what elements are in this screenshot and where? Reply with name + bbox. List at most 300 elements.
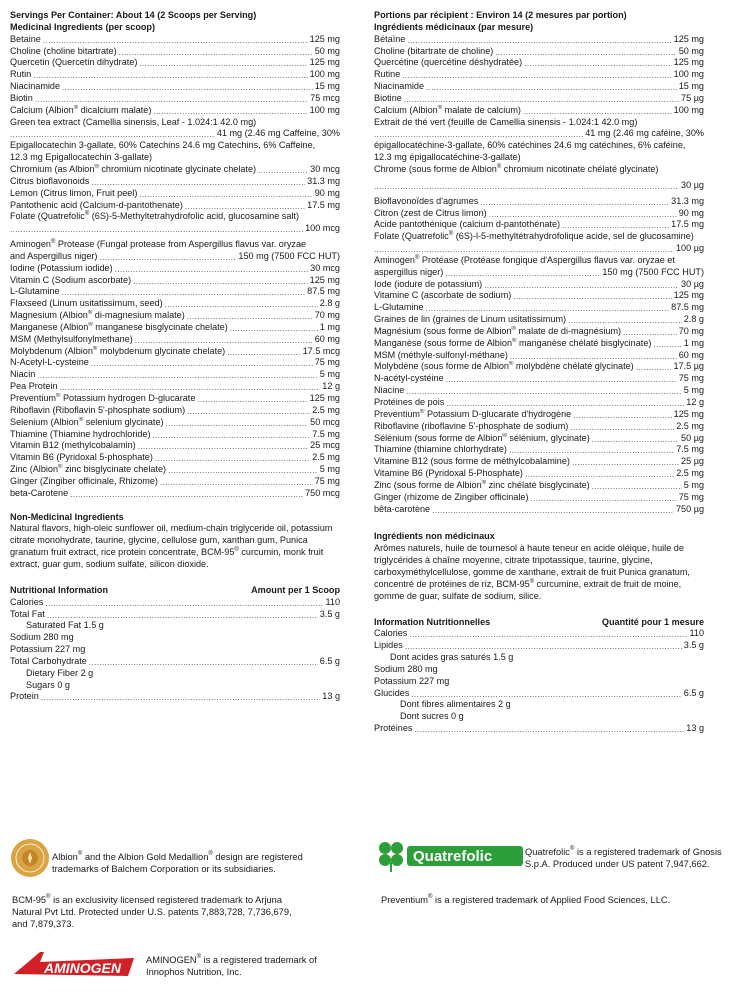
ingredient-value: 150 mg (7500 FCC HUT): [602, 266, 704, 277]
ingredient-row: [374, 361, 704, 373]
folate-line: Folate (Quatrefolic® (6S)-l-5-methyltétrahydrofolique acide, sel de glucosamine): [374, 231, 694, 242]
ingredient-value: 125 mg: [309, 393, 340, 403]
dot-leader: [258, 165, 308, 174]
ingredient-name: Vitamin C (Sodium ascorbate): [10, 274, 132, 285]
ingredient-name: N-Acetyl-L-cysteine: [10, 357, 89, 368]
ingredient-value: 50 µg: [681, 432, 704, 443]
aminogen-trademark-note: AMINOGEN® is a registered trademark of Innophos Nutrition, Inc.: [146, 954, 317, 977]
nutrient-name: Dietary Fiber 2 g: [26, 667, 94, 678]
ingredient-row: [10, 263, 340, 275]
ingredient-row: [10, 188, 340, 200]
nonmedicinal-title: Ingrédients non médicinaux: [374, 531, 495, 542]
ingredient-row: [374, 180, 704, 192]
nutrition-list: [374, 628, 704, 735]
ingredient-value: 7.5 mg: [676, 444, 704, 455]
dot-leader: [133, 275, 308, 284]
ingredient-value: 125 mg: [309, 57, 340, 68]
ingredient-row: [374, 373, 704, 385]
ingredient-value: 5 mg: [319, 464, 340, 475]
ingredient-value: 15 mg: [678, 81, 704, 92]
ingredient-name: Graines de lin (graines de Linum usitatissimum): [374, 314, 567, 325]
ingredient-row: [10, 452, 340, 464]
dot-leader: [153, 429, 311, 438]
ingredient-name: Niacin: [10, 369, 36, 380]
nutrition-list: [10, 597, 340, 704]
ingredient-value: 50 mcg: [310, 416, 340, 427]
french-panel: [374, 10, 704, 735]
ingredient-row: [374, 468, 704, 480]
nutrition-row: [10, 609, 340, 621]
ingredient-row: [10, 334, 340, 346]
ingredient-value: 90 mg: [314, 187, 340, 198]
dot-leader: [187, 406, 310, 415]
ingredient-value: 125 mg: [673, 33, 704, 44]
ingredient-value: 150 mg (7500 FCC HUT): [238, 250, 340, 261]
ingredient-value: 75 mcg: [310, 92, 340, 103]
ingredient-row: [10, 251, 340, 263]
nutrient-name: Dont sucres 0 g: [400, 711, 464, 722]
nutrition-row: [10, 680, 340, 692]
ingredient-name: Acide pantothénique (calcium d-pantothénate): [374, 219, 561, 230]
dot-leader: [37, 370, 318, 379]
ingredient-name: Zinc (sous forme de Albion® zinc chélaté bisglycinate): [374, 479, 590, 490]
nutrient-value: 6.5 g: [319, 655, 340, 666]
ingredient-value: 2.8 g: [683, 314, 704, 325]
dot-leader: [197, 394, 307, 403]
ingredient-row: [10, 488, 340, 500]
ingredient-value: 75 mg: [678, 373, 704, 384]
dot-leader: [592, 481, 682, 490]
ingredient-name: Thiamine (Thiamine hydrochloride): [10, 428, 151, 439]
quatrefolic-logo-text: Quatrefolic: [413, 848, 493, 865]
green-tea-detail: Epigallocatechin 3-gallate, 60% Catechins 24.6 mg Catechins, 6% Caffeine,: [10, 140, 316, 151]
ingredient-row: [374, 81, 704, 93]
ingredient-name: Ginger (rhizome de Zingiber officinale): [374, 491, 529, 502]
ingredient-row: [374, 243, 704, 255]
dot-leader: [135, 335, 313, 344]
nutrition-row: [374, 711, 704, 723]
nutrition-title: Nutritional Information: [10, 584, 109, 595]
dot-leader: [185, 200, 305, 209]
ingredient-name: Quercétine (quercétine déshydratée): [374, 57, 523, 68]
ingredient-name: Betaine: [10, 33, 41, 44]
ingredient-row: [374, 69, 704, 81]
aminogen-logo: [10, 946, 138, 980]
ingredient-value: 30 mcg: [310, 163, 340, 174]
ingredient-name: Magnesium (Albion® di-magnesium malate): [10, 310, 185, 321]
ingredient-row: [374, 290, 704, 302]
ingredient-name: Calcium (Albion® malate de calcium): [374, 104, 521, 115]
ingredient-name: Choline (bitartrate de choline): [374, 45, 494, 56]
ingredient-name: Thiamine (thiamine chlorhydrate): [374, 444, 507, 455]
nutrient-value: 3.5 g: [683, 640, 704, 651]
dot-leader: [432, 504, 674, 513]
nutrition-row: [374, 699, 704, 711]
nutrient-value: 13 g: [322, 691, 340, 702]
ingredient-name: L-Glutamine: [374, 302, 424, 313]
green-tea-detail: 12.3 mg Epigallocatechin 3-gallate): [10, 152, 153, 163]
dot-leader: [165, 299, 318, 308]
nutrition-row: [374, 628, 704, 640]
ingredient-row: [10, 176, 340, 188]
ingredient-row: [374, 480, 704, 492]
dot-leader: [47, 609, 318, 618]
ingredient-value: 2.5 mg: [312, 452, 340, 463]
ingredient-name: and Aspergillus niger): [10, 250, 98, 261]
green-tea-line: Green tea extract (Camellia sinensis, Leaf - 1.024:1 42.0 mg): [10, 116, 257, 127]
dot-leader: [139, 189, 312, 198]
ingredient-name: Vitamine B12 (sous forme de méthylcobalamine): [374, 456, 570, 467]
nutrient-name: Sugars 0 g: [26, 679, 70, 690]
ingredient-row: [10, 381, 340, 393]
ingredient-value: 30 mcg: [310, 262, 340, 273]
dot-leader: [155, 453, 310, 462]
nutrient-name: Calories: [10, 596, 44, 607]
dot-leader: [405, 641, 682, 650]
ingredient-name: Bétaïne: [374, 33, 406, 44]
ingredient-value: 5 mg: [319, 369, 340, 380]
dot-leader: [562, 220, 669, 229]
dot-leader: [230, 323, 318, 332]
ingredient-value: 41 mg (2.46 mg Caffeine, 30%: [216, 128, 340, 139]
dot-leader: [573, 410, 671, 419]
ingredient-name: Rutine: [374, 69, 401, 80]
servings-per-container: Portions par récipient : Environ 14 (2 mesures par portion): [374, 10, 627, 20]
english-panel: [10, 10, 340, 703]
dot-leader: [653, 339, 681, 348]
ingredient-value: 2.5 mg: [676, 420, 704, 431]
ingredient-row: [10, 476, 340, 488]
ingredient-row: [10, 69, 340, 81]
ingredient-value: 5 mg: [683, 479, 704, 490]
nutrient-value: 6.5 g: [683, 687, 704, 698]
ingredient-row: [374, 302, 704, 314]
ingredient-value: 41 mg (2.46 mg caféine, 30%: [585, 128, 704, 139]
ingredient-value: 1 mg: [683, 337, 704, 348]
ingredient-value: 17.5 mg: [307, 199, 340, 210]
ingredient-value: 30 µg: [681, 179, 704, 190]
nutrition-row: [374, 688, 704, 700]
medicinal-list: [374, 34, 704, 117]
ingredient-row: [374, 409, 704, 421]
dot-leader: [426, 82, 677, 91]
nutrition-title: Information Nutritionnelles: [374, 616, 491, 627]
ingredient-value: 75 mg: [314, 357, 340, 368]
dot-leader: [62, 82, 313, 91]
ingredient-name: Biotine: [374, 92, 402, 103]
ingredient-value: 5 mg: [683, 385, 704, 396]
ingredient-value: 2.5 mg: [312, 404, 340, 415]
ingredient-value: 70 mg: [678, 325, 704, 336]
nonmedicinal-text: Arômes naturels, huile de tournesol à haute teneur en acide oléique, huile de triglycérides à chaîne moyenne, citrate tripotassique, taurine, glycine, carboxyméthylcellulose, gomme de xanthane, extrait de fruit Punica granatum, concentré de protéines de riz, BCM-95® curcumine, extrait de fruit de moine, gomme de guar, sulfate de sodium, silice.: [374, 543, 690, 601]
ingredient-value: 17.5 mcg: [302, 345, 340, 356]
ingredient-name: Pea Protein: [10, 381, 58, 392]
dot-leader: [572, 457, 679, 466]
ingredient-name: Citrus bioflavonoids: [10, 175, 90, 186]
ingredient-value: 1 mg: [319, 321, 340, 332]
nutrient-name: Dont acides gras saturés 1.5 g: [390, 652, 514, 663]
ingredient-name: Iodine (Potassium iodide): [10, 262, 113, 273]
nutrition-row: [374, 676, 704, 688]
ingredient-value: 75 µg: [681, 92, 704, 103]
nutrition-row: [10, 668, 340, 680]
ingredient-row: [374, 326, 704, 338]
ingredient-row: [10, 81, 340, 93]
ingredient-value: 75 mg: [314, 475, 340, 486]
medicinal-list: [10, 164, 340, 211]
quatrefolic-logo: [375, 838, 525, 879]
ingredient-name: beta-Carotene: [10, 487, 69, 498]
ingredient-value: 90 mg: [678, 207, 704, 218]
ingredient-name: Choline (choline bitartrate): [10, 45, 117, 56]
ingredient-row: [374, 279, 704, 291]
dot-leader: [568, 315, 682, 324]
ingredient-value: 750 µg: [676, 503, 704, 514]
nutrient-name: Protein: [10, 691, 39, 702]
nutrition-header: [374, 617, 704, 629]
ingredient-name: Sélénium (sous forme de Albion® sélénium, glycinate): [374, 432, 590, 443]
dot-leader: [138, 441, 308, 450]
dot-leader: [168, 465, 318, 474]
green-tea-detail: 12.3 mg épigallocatéchine-3-gallate): [374, 152, 521, 163]
ingredient-row: [374, 397, 704, 409]
dot-leader: [409, 629, 687, 638]
ingredient-name: MSM (méthyle-sulfonyl-méthane): [374, 349, 508, 360]
nutrient-value: 110: [325, 596, 340, 607]
dot-leader: [407, 35, 671, 44]
ingredient-row: [374, 128, 704, 140]
ingredient-value: 50 mg: [678, 45, 704, 56]
ingredient-name: Niacinamide: [10, 81, 61, 92]
ingredient-name: Rutin: [10, 69, 32, 80]
nutrition-row: [10, 691, 340, 703]
ingredient-row: [374, 208, 704, 220]
ingredient-name: Preventium® Potassium hydrogen D-glucarate: [10, 393, 196, 403]
ingredient-value: 75 mg: [678, 491, 704, 502]
ingredient-name: aspergillus niger): [374, 266, 444, 277]
ingredient-row: [374, 57, 704, 69]
ingredient-value: 87.5 mg: [671, 302, 704, 313]
green-tea-detail: épigallocatéchine-3-gallate, 60% catéchines 24.6 mg catéchines, 6% caféine,: [374, 140, 686, 151]
nutrient-name: Sodium 280 mg: [374, 663, 438, 674]
dot-leader: [187, 311, 313, 320]
ingredient-value: 25 mcg: [310, 440, 340, 451]
dot-leader: [91, 358, 313, 367]
dot-leader: [45, 598, 323, 607]
dot-leader: [495, 46, 676, 55]
nonmedicinal-text: Natural flavors, high-oleic sunflower oil, medium-chain triglyceride oil, potassium citrate monohydrate, taurine, glycine, cellulose gum, xanthan gum, Punica granatum fruit extract, rice protein concentrate, BCM-95® curcumin, monk fruit extract, guar gum, sodium sulfate, silicon dioxide.: [10, 523, 333, 569]
ingredient-row: [374, 267, 704, 279]
aminogen-logo-text: AMINOGEN: [44, 960, 121, 976]
ingredient-name: Ginger (Zingiber officinale, Rhizome): [10, 475, 158, 486]
ingredient-row: [10, 34, 340, 46]
ingredient-value: 30 µg: [681, 278, 704, 289]
ingredient-value: 7.5 mg: [312, 428, 340, 439]
ingredient-row: [10, 346, 340, 358]
ingredient-value: 87.5 mg: [307, 286, 340, 297]
green-tea-line: Extrait de thé vert (feuille de Camellia sinensis - 1.024:1 42.0 mg): [374, 116, 638, 127]
ingredient-name: Vitamine C (ascorbate de sodium): [374, 290, 512, 301]
ingredient-row: [10, 429, 340, 441]
dot-leader: [139, 58, 307, 67]
ingredient-row: [10, 46, 340, 58]
ingredient-row: [10, 417, 340, 429]
nutrition-row: [374, 652, 704, 664]
dot-leader: [406, 386, 681, 395]
medicinal-list: [374, 196, 704, 232]
ingredient-row: [10, 464, 340, 476]
ingredient-value: 15 mg: [314, 81, 340, 92]
dot-leader: [41, 692, 320, 701]
dot-leader: [426, 303, 670, 312]
ingredient-row: [374, 46, 704, 58]
nutrition-row: [10, 656, 340, 668]
ingredient-value: 12 g: [322, 381, 340, 392]
dot-leader: [160, 477, 313, 486]
ingredient-row: [10, 369, 340, 381]
dot-leader: [510, 350, 677, 359]
dot-leader: [623, 327, 677, 336]
dot-leader: [489, 208, 677, 217]
ingredient-name: Vitamin B6 (Pyridoxal 5-phosphate): [10, 452, 153, 463]
ingredient-row: [10, 105, 340, 117]
dot-leader: [166, 418, 309, 427]
ingredient-row: [10, 298, 340, 310]
ingredient-row: [374, 93, 704, 105]
dot-leader: [509, 445, 674, 454]
quatrefolic-trademark-note: Quatrefolic® is a registered trademark of Gnosis S.p.A. Produced under US patent 7,947,662.: [525, 846, 722, 869]
dot-leader: [33, 70, 307, 79]
ingredient-name: Bioflavonoïdes d'agrumes: [374, 195, 479, 206]
ingredient-row: [10, 200, 340, 212]
ingredient-value: 70 mg: [314, 310, 340, 321]
ingredient-row: [10, 322, 340, 334]
ingredient-value: 50 mg: [314, 45, 340, 56]
ingredient-value: 100 mg: [673, 104, 704, 115]
ingredient-row: [10, 93, 340, 105]
ingredient-value: 100 mg: [673, 69, 704, 80]
ingredient-value: 60 mg: [678, 349, 704, 360]
ingredient-row: [10, 357, 340, 369]
dot-leader: [153, 106, 307, 115]
bcm-trademark-note: BCM-95® is an exclusivity licensed registered trademark to Arjuna Natural Pvt Ltd. Protected under U.S. patents 7,883,728, 7,736,679, and 7,879,373.: [12, 894, 292, 929]
ingredient-row: [374, 219, 704, 231]
folate-line: Folate (Quatrefolic® (6S)-5-Methyltetrahydrofolic acid, glucosamine salt): [10, 211, 299, 222]
ingredient-value: 750 mcg: [305, 487, 340, 498]
ingredient-row: [374, 504, 704, 516]
dot-leader: [119, 46, 313, 55]
ingredient-name: bêta-carotène: [374, 503, 431, 514]
medicinal-list: [10, 34, 340, 117]
ingredient-name: Citron (zest de Citrus limon): [374, 207, 487, 218]
ingredient-value: 100 µg: [676, 243, 704, 254]
preventium-trademark-note: Preventium® is a registered trademark of Applied Food Sciences, LLC.: [381, 894, 671, 905]
nutrient-name: Total Fat: [10, 608, 45, 619]
ingredient-value: 25 µg: [681, 456, 704, 467]
dot-leader: [446, 374, 677, 383]
nutrition-amount-label: Quantité pour 1 mesure: [601, 616, 704, 627]
nutrient-name: Saturated Fat 1.5 g: [26, 620, 104, 631]
ingredient-value: 2.5 mg: [676, 468, 704, 479]
ingredient-name: Vitamin B12 (methylcobalamin): [10, 440, 136, 451]
clover-icon: [379, 842, 403, 872]
ingredient-value: 17.5 µg: [673, 361, 704, 372]
aminogen-line: Aminogen® Protease (Fungal protease from Aspergillus flavus var. oryzae: [10, 239, 307, 250]
ingredient-name: Niacinamide: [374, 81, 425, 92]
ingredient-value: 17.5 mg: [671, 219, 704, 230]
ingredient-name: Lemon (Citrus limon, Fruit peel): [10, 187, 138, 198]
ingredient-row: [374, 421, 704, 433]
ingredient-row: [374, 196, 704, 208]
dot-leader: [43, 35, 308, 44]
dot-leader: [524, 58, 672, 67]
ingredient-name: Iode (iodure de potassium): [374, 278, 483, 289]
medicinal-title: Ingrédients médicinaux (par mesure): [374, 21, 534, 32]
ingredient-name: Selenium (Albion® selenium glycinate): [10, 416, 164, 427]
nutrient-name: Protéines: [374, 723, 413, 734]
dot-leader: [484, 279, 679, 288]
albion-trademark-note: Albion® and the Albion Gold Medallion® design are registered trademarks of Balchem Corporation or its subsidiaries.: [52, 851, 303, 874]
ingredient-name: MSM (Methylsulfonylmethane): [10, 333, 133, 344]
ingredient-name: Quercetin (Quercetin dihydrate): [10, 57, 138, 68]
dot-leader: [446, 398, 684, 407]
ingredient-name: Magnésium (sous forme de Albion® malate de di-magnésium): [374, 325, 622, 336]
ingredient-value: 125 mg: [309, 33, 340, 44]
ingredient-value: 125 mg: [673, 57, 704, 68]
ingredient-row: [10, 286, 340, 298]
ingredient-row: [374, 456, 704, 468]
ingredient-name: Molybdène (sous forme de Albion® molybdène chélaté glycinate): [374, 361, 634, 372]
ingredient-name: Molybdenum (Albion® molybdenum glycinate chelate): [10, 345, 226, 356]
ingredient-row: [374, 338, 704, 350]
ingredient-row: [10, 405, 340, 417]
ingredient-name: Manganese (Albion® manganese bisglycinate chelate): [10, 321, 228, 332]
dot-leader: [570, 422, 674, 431]
dot-leader: [91, 177, 305, 186]
dot-leader: [592, 433, 679, 442]
ingredient-row: [10, 440, 340, 452]
albion-seal-logo: [10, 838, 50, 878]
dot-leader: [523, 106, 672, 115]
nutrition-row: [10, 620, 340, 632]
dot-leader: [402, 70, 671, 79]
dot-leader: [531, 493, 677, 502]
ingredient-name: Calcium (Albion® dicalcium malate): [10, 104, 152, 115]
nutrition-row: [374, 664, 704, 676]
ingredient-name: Riboflavin (Riboflavin 5'-phosphate sodium): [10, 404, 186, 415]
ingredient-name: Preventium® Potassium D-glucarate d'hydrogène: [374, 408, 572, 419]
dot-leader: [70, 489, 303, 498]
nutrition-header: [10, 585, 340, 597]
ingredient-row: [374, 105, 704, 117]
ingredient-row: [10, 310, 340, 322]
medicinal-list: [10, 263, 340, 500]
ingredient-value: 2.8 g: [319, 298, 340, 309]
ingredient-row: [374, 444, 704, 456]
dot-leader: [227, 346, 300, 355]
nutrient-name: Potassium 227 mg: [374, 675, 450, 686]
ingredient-value: 100 mg: [309, 69, 340, 80]
ingredient-row: [374, 34, 704, 46]
medicinal-list: [374, 279, 704, 516]
ingredient-row: [374, 385, 704, 397]
nutrient-value: 3.5 g: [319, 608, 340, 619]
dot-leader: [411, 688, 681, 697]
nutrient-name: Potassium 227 mg: [10, 644, 86, 655]
nutrient-name: Sodium 280 mg: [10, 632, 74, 643]
nutrition-row: [10, 644, 340, 656]
ingredient-row: [374, 492, 704, 504]
